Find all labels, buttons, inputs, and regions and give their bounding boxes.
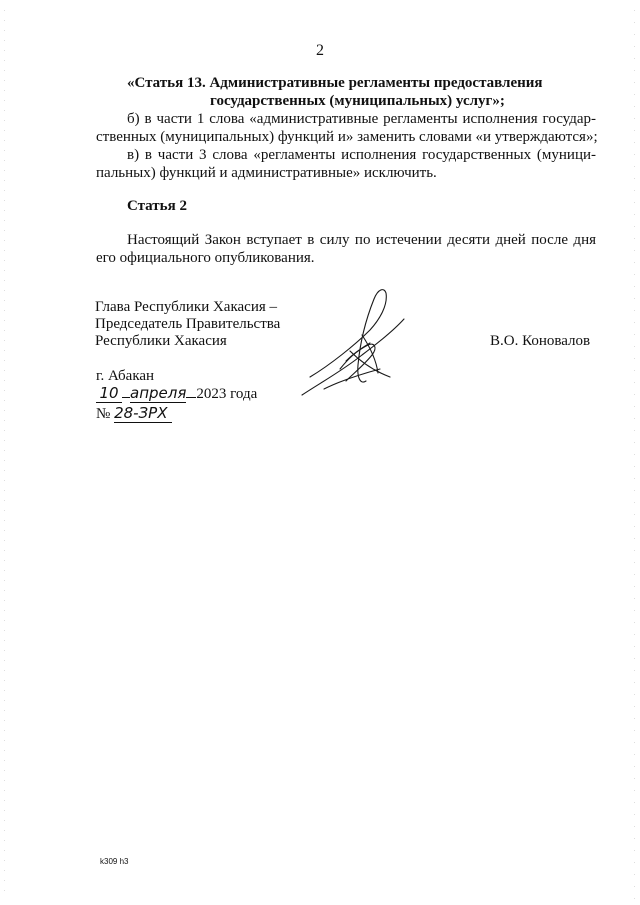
page-number: 2	[316, 42, 324, 59]
handwritten-signature	[300, 285, 420, 415]
date-line	[96, 384, 257, 403]
number-value: 28-ЗРХ	[114, 404, 171, 423]
place: г. Абакан	[96, 368, 155, 384]
position-line2: Председатель Правительства	[95, 316, 281, 332]
position-line1: Глава Республики Хакасия –	[95, 299, 278, 315]
signatory-name: В.О. Коновалов	[490, 333, 591, 349]
article2-title: Статья 2	[127, 198, 187, 214]
number-prefix: №	[96, 406, 111, 422]
law-number	[96, 404, 172, 423]
article13-item-b-line2: ственных (муниципальных) функций и» заменить словами «и утверждаются»;	[96, 129, 598, 145]
signatory-position	[95, 299, 280, 350]
article2-line2: его официального опубликования.	[96, 250, 315, 266]
article13-title-line2: государственных (муниципальных) услуг»;	[210, 93, 505, 109]
article13-item-v-line1: в) в части 3 слова «регламенты исполнения государственных (муници-	[127, 147, 596, 163]
date-year: 2023 года	[196, 386, 258, 402]
footer-code: k309 h3	[100, 857, 129, 866]
article13-item-b-line1: б) в части 1 слова «административные регламенты исполнения государ-	[127, 111, 596, 127]
scan-edge-left	[4, 0, 5, 905]
article2-line1: Настоящий Закон вступает в силу по истечении десяти дней после дня	[127, 232, 596, 248]
article13-item-v-line2: пальных) функций и административные» исключить.	[96, 165, 437, 181]
scan-edge-right	[634, 0, 635, 905]
date-month: апреля	[130, 384, 187, 402]
date-day: 10	[96, 384, 122, 403]
article13-title-line1: «Статья 13. Административные регламенты предоставления	[127, 75, 543, 91]
position-line3: Республики Хакасия	[95, 333, 227, 349]
